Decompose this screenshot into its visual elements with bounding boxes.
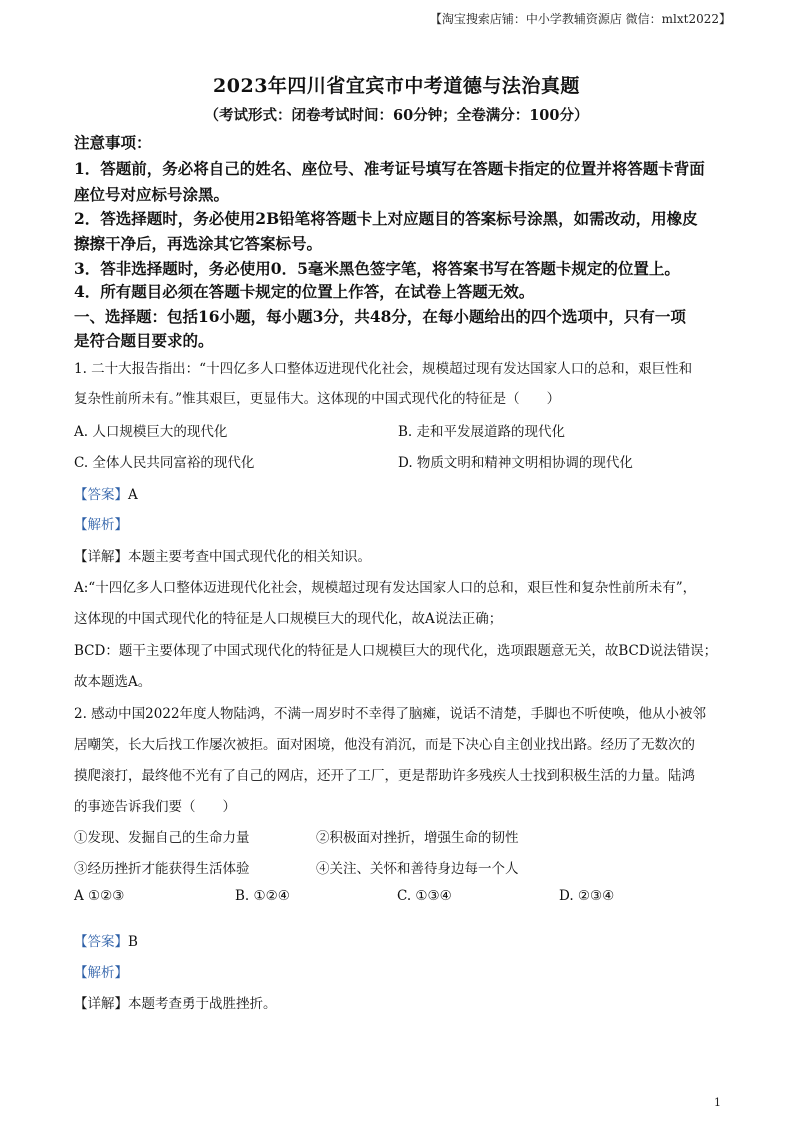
q2-detail: 【详解】本题考查勇于战胜挫折。 — [74, 996, 277, 1012]
q1-detail: A:“十四亿多人口整体迈进现代化社会，规模超过现有发达国家人口的总和，艰巨性和复杂性前所未有”， — [74, 580, 697, 596]
notes-line: 擦擦干净后，再选涂其它答案标号。 — [74, 234, 323, 253]
q2-analysis-tag: 【解析】 — [74, 965, 128, 981]
q1-detail: BCD：题干主要体现了中国式现代化的特征是人口规模巨大的现代化，选项跟题意无关，故BCD说法错误； — [74, 643, 718, 659]
q2-stem: 居嘲笑，长大后找工作屡次被拒。面对困境，他没有消沉，而是下决心自主创业找出路。经历了无数次的 — [74, 737, 695, 753]
notes-line: 2．答选择题时，务必使用2B铅笔将答题卡上对应题目的答案标号涂黑，如需改动，用橡皮 — [74, 209, 698, 228]
q1-detail: 【详解】本题主要考查中国式现代化的相关知识。 — [74, 549, 371, 565]
q1-answer — [74, 483, 138, 503]
q2-option-c: C. ①③④ — [397, 888, 452, 904]
q1-stem: 1. 二十大报告指出：“十四亿多人口整体迈进现代化社会，规模超过现有发达国家人口的总和，艰巨性和 — [74, 361, 693, 377]
page-number: 1 — [714, 1096, 721, 1109]
q1-analysis-tag: 【解析】 — [74, 517, 128, 533]
q1-stem-cont: 复杂性前所未有。”惟其艰巨，更显伟大。这体现的中国式现代化的特征是（ ） — [74, 391, 561, 407]
q2-item-3: ③经历挫折才能获得生活体验 — [74, 861, 250, 877]
notes-line: 座位号对应标号涂黑。 — [74, 185, 230, 204]
section-heading-cont: 是符合题目要求的。 — [74, 331, 214, 350]
q2-option-a: A ①②③ — [74, 888, 125, 904]
answer-value: B — [128, 934, 138, 950]
q2-stem: 摸爬滚打，最终他不光有了自己的网店，还开了工厂，更是帮助许多残疾人士找到积极生活的力量。陆鸿 — [74, 768, 695, 784]
q1-option-b: B. 走和平发展道路的现代化 — [398, 424, 566, 440]
answer-tag: 【答案】 — [74, 934, 128, 950]
q2-answer — [74, 930, 138, 950]
q2-stem: 的事迹告诉我们要（ ） — [74, 799, 236, 815]
q2-item-1: ①发现、发掘自己的生命力量 — [74, 830, 250, 846]
header-note: 【淘宝搜索店铺：中小学教辅资源店 微信：mlxt2022】 — [429, 12, 731, 26]
notes-line: 3．答非选择题时，务必使用0．5毫米黑色签字笔，将答案书写在答题卡规定的位置上。 — [74, 259, 680, 278]
q2-option-d: D. ②③④ — [559, 888, 615, 904]
q1-detail: 故本题选A。 — [74, 674, 152, 690]
exam-subtitle: （考试形式：闭卷考试时间：60分钟；全卷满分：100分） — [204, 107, 589, 124]
q1-option-d: D. 物质文明和精神文明相协调的现代化 — [398, 455, 633, 471]
notes-line: 1．答题前，务必将自己的姓名、座位号、准考证号填写在答题卡指定的位置并将答题卡背面 — [74, 159, 705, 178]
notes-heading: 注意事项： — [74, 133, 152, 152]
q1-detail: 这体现的中国式现代化的特征是人口规模巨大的现代化，故A说法正确； — [74, 611, 503, 627]
notes-line: 4．所有题目必须在答题卡规定的位置上作答，在试卷上答题无效。 — [74, 282, 535, 301]
answer-value: A — [128, 487, 138, 503]
q2-stem: 2. 感动中国2022年度人物陆鸿，不满一周岁时不幸得了脑瘫，说话不清楚，手脚也不听使唤，他从小被邻 — [74, 706, 707, 722]
q2-item-2: ②积极面对挫折，增强生命的韧性 — [316, 830, 519, 846]
answer-tag: 【答案】 — [74, 487, 128, 503]
page-title: 2023年四川省宜宾市中考道德与法治真题 — [213, 75, 580, 97]
q1-option-c: C. 全体人民共同富裕的现代化 — [74, 455, 255, 471]
q1-option-a: A. 人口规模巨大的现代化 — [74, 424, 228, 440]
q2-option-b: B. ①②④ — [235, 888, 290, 904]
section-heading: 一、选择题：包括16小题，每小题3分，共48分，在每小题给出的四个选项中，只有一项 — [74, 307, 686, 326]
q2-item-4: ④关注、关怀和善待身边每一个人 — [316, 861, 519, 877]
